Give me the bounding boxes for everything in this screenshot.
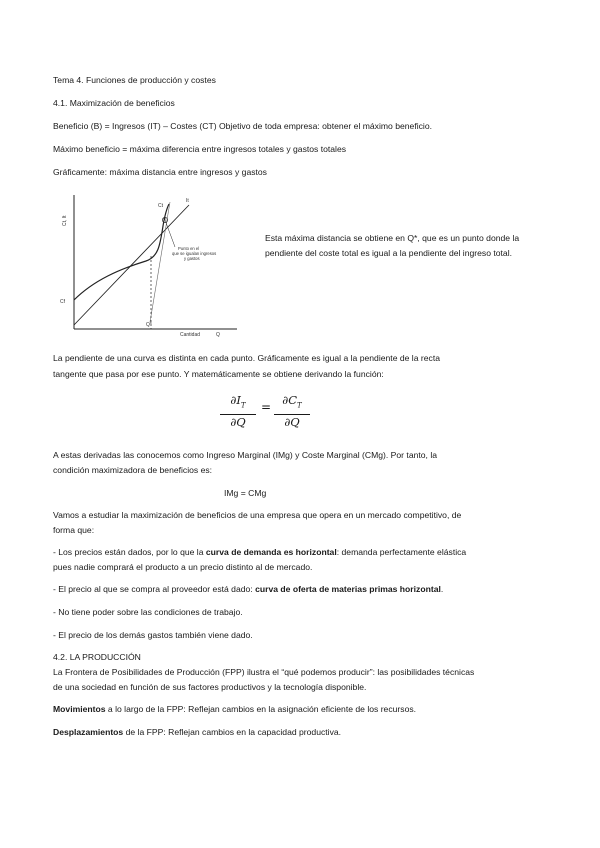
tangent-line bbox=[150, 202, 170, 322]
bullet-1-bold: curva de demanda es horizontal bbox=[205, 547, 337, 557]
cost-derivative-subscript: T bbox=[297, 401, 302, 410]
market-paragraph-line-2: forma que: bbox=[53, 525, 95, 535]
derivatives-paragraph-line-1: A estas derivadas las conocemos como Ingreso Marginal (IMg) y Coste Marginal (CMg). Por tanto, la bbox=[53, 450, 438, 460]
cost-derivative-denominator: ∂Q bbox=[284, 415, 300, 430]
profit-definition: Beneficio (B) = Ingresos (IT) – Costes (CT) Objetivo de toda empresa: obtener el máximo beneficio. bbox=[53, 121, 433, 131]
section-heading-4-2: 4.2. LA PRODUCCIÓN bbox=[53, 652, 141, 662]
movements-bold: Movimientos bbox=[53, 704, 106, 714]
max-profit-definition: Máximo beneficio = máxima diferencia entre ingresos totales y gastos totales bbox=[53, 144, 347, 154]
it-line bbox=[74, 205, 189, 325]
bullet-2-bold: curva de oferta de materias primas horizontal bbox=[255, 584, 441, 594]
cf-label: Cf bbox=[60, 299, 65, 305]
income-derivative-fraction bbox=[220, 393, 256, 430]
annotation-arrow bbox=[165, 220, 175, 247]
cost-derivative-numerator: ∂C bbox=[282, 393, 298, 407]
derivative-formula bbox=[220, 393, 310, 433]
bullet-2-text: - El precio al que se compra al proveedor está dado: bbox=[53, 584, 256, 594]
ct-label: Ct bbox=[158, 203, 163, 209]
formula-equals-sign: = bbox=[261, 400, 272, 414]
derivatives-paragraph-line-2: condición maximizadora de beneficios es: bbox=[53, 465, 213, 475]
cantidad-label: Cantidad bbox=[180, 332, 201, 338]
shifts-paragraph bbox=[53, 726, 341, 738]
bullet-supplier-price bbox=[53, 583, 443, 595]
bullet-2-text-end: . bbox=[440, 584, 444, 594]
ct-curve bbox=[74, 204, 169, 300]
fpp-paragraph-line-2: de una sociedad en función de sus factores productivos y la tecnología disponible. bbox=[53, 682, 367, 692]
bullet-other-expenses: - El precio de los demás gastos también viene dado. bbox=[53, 630, 253, 640]
shifts-text: de la FPP: Reflejan cambios en la capacidad productiva. bbox=[123, 727, 342, 737]
annotation-line-1: Punto en el bbox=[178, 246, 200, 251]
y-axis-label: Ct, It bbox=[62, 215, 68, 226]
income-derivative-numerator: ∂I bbox=[230, 393, 241, 407]
bullet-labor-conditions: - No tiene poder sobre las condiciones de trabajo. bbox=[53, 607, 243, 617]
annotation-line-2: que se igualan ingresos bbox=[172, 251, 217, 256]
shifts-bold: Desplazamientos bbox=[53, 727, 124, 737]
qstar-label: Q* bbox=[146, 322, 152, 328]
q-axis-label: Q bbox=[216, 332, 220, 338]
income-derivative-denominator: ∂Q bbox=[230, 415, 246, 430]
annotation-line-3: y gastos bbox=[184, 256, 200, 261]
it-label: It bbox=[186, 198, 189, 204]
section-heading-4-1: 4.1. Maximización de beneficios bbox=[53, 98, 175, 108]
bullet-prices-given bbox=[53, 546, 466, 558]
income-derivative-subscript: T bbox=[240, 401, 246, 410]
img-equals-cmg: IMg = CMg bbox=[224, 488, 267, 498]
bullet-prices-given-line-2: pues nadie comprará el producto a un precio distinto al de mercado. bbox=[53, 562, 313, 572]
slope-paragraph-line-2: tangente que pasa por ese punto. Y matemáticamente se obtiene derivando la función: bbox=[53, 369, 384, 379]
bullet-1-text-end: : demanda perfectamente elástica bbox=[336, 547, 467, 557]
cost-revenue-graph bbox=[54, 192, 242, 340]
market-paragraph-line-1: Vamos a estudiar la maximización de beneficios de una empresa que opera en un mercado competitivo, de bbox=[53, 510, 462, 520]
movements-paragraph bbox=[53, 703, 416, 715]
movements-text: a lo largo de la FPP: Reflejan cambios en la asignación eficiente de los recursos. bbox=[105, 704, 417, 714]
graph-explanation: Esta máxima distancia se obtiene en Q*, que es un punto donde la pendiente del coste total es igual a la pendiente del ingreso total. bbox=[265, 233, 520, 258]
bullet-1-text: - Los precios están dados, por lo que la bbox=[53, 547, 206, 557]
topic-title: Tema 4. Funciones de producción y costes bbox=[53, 75, 216, 85]
graphic-intro: Gráficamente: máxima distancia entre ingresos y gastos bbox=[53, 167, 267, 177]
cost-derivative-fraction bbox=[274, 393, 310, 430]
fpp-paragraph-line-1: La Frontera de Posibilidades de Producción (FPP) ilustra el “qué podemos producir”: las posibilidades técnicas bbox=[53, 667, 475, 677]
slope-paragraph-line-1: La pendiente de una curva es distinta en cada punto. Gráficamente es igual a la pendiente de la recta bbox=[53, 353, 440, 363]
